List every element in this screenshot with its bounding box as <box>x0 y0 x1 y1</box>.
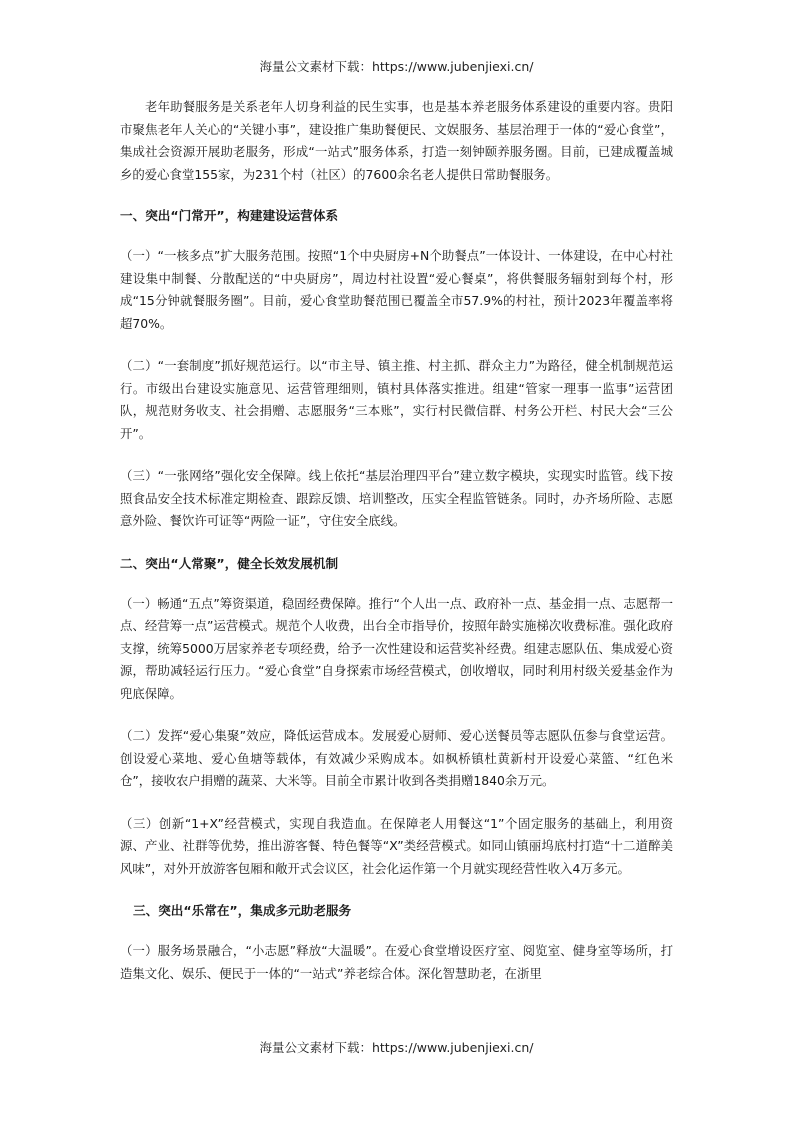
section-3-heading: 三、突出“乐常在”，集成多元助老服务 <box>133 903 352 918</box>
section-1-paragraph-3: （三）“一张网络”强化安全保障。线上依托“基层治理四平台”建立数字模块，实现实时监管。线下按照食品安全技术标准定期检查、跟踪反馈、培训整改，压实全程监管链条。同时，办齐场所险、志愿意外险、餐饮许可证等“两险一证”，守住安全底线。 <box>120 468 673 528</box>
intro-paragraph: 老年助餐服务是关系老年人切身利益的民生实事，也是基本养老服务体系建设的重要内容。贵阳市聚焦老年人关心的“关键小事”，建设推广集助餐便民、文娱服务、基层治理于一体的“爱心食堂”，集成社会资源开展助老服务，形成“一站式”服务体系，打造一刻钟颐养服务圈。目前，已建成覆盖城乡的爱心食堂155家，为231个村（社区）的7600余名老人提供日常助餐服务。 <box>120 99 673 182</box>
section-2-paragraph-1: （一）畅通“五点”筹资渠道，稳固经费保障。推行“个人出一点、政府补一点、基金捐一点、志愿帮一点、经营筹一点”运营模式。规范个人收费，出台全市指导价，按照年龄实施梯次收费标准。强化政府支撑，统筹5000万居家养老专项经费，给予一次性建设和运营奖补经费。组建志愿队伍、集成爱心资源，帮助减轻运行压力。“爱心食堂”自身探索市场经营模式，创收增収，同时利用村级关爱基金作为兜底保障。 <box>120 595 673 701</box>
section-1-heading: 一、突出“门常开”，构建建设运营体系 <box>120 208 339 223</box>
section-1-paragraph-1: （一）“一核多点”扩大服务范围。按照“1个中央厨房+N个助餐点”一体设计、一体建设，在中心村社建设集中制餐、分散配送的“中央厨房”，周边村社设置“爱心餐桌”，将供餐服务辐射到每个村，形成“15分钟就餐服务圈”。目前，爱心食堂助餐范围已覆盖全市57.9%的村社，预计2023年覆盖率将超70%。 <box>120 248 673 331</box>
document-body <box>120 96 673 1005</box>
page-header: 海量公文素材下载：https://www.jubenjiexi.cn/ <box>259 59 534 74</box>
section-2-paragraph-2: （二）发挥“爱心集聚”效应，降低运营成本。发展爱心厨师、爱心送餐员等志愿队伍参与食堂运营。创设爱心菜地、爱心鱼塘等载体，有效减少采购成本。如枫桥镇杜黄新村开设爱心菜篮、“红色米仓”，接收农户捐赠的蔬菜、大米等。目前全市累计收到各类捐赠1840余万元。 <box>120 728 673 788</box>
section-2-heading: 二、突出“人常聚”，健全长效发展机制 <box>120 555 339 571</box>
section-2-paragraph-3: （三）创新“1+X”经营模式，实现自我造血。在保障老人用餐这“1”个固定服务的基础上，利用资源、产业、社群等优势，推出游客餐、特色餐等“X”类经营模式。如同山镇丽坞底村打造“十二道醉美风味”，对外开放游客包厢和敞开式会议区，社会化运作第一个月就实现经营性收入4万多元。 <box>120 815 673 876</box>
page-footer: 海量公文素材下载：https://www.jubenjiexi.cn/ <box>259 1040 534 1055</box>
section-3-paragraph-1: （一）服务场景融合，“小志愿”释放“大温暖”。在爱心食堂增设医疗室、阅览室、健身室等场所，打造集文化、娱乐、便民于一体的“一站式”养老综合体。深化智慧助老，在浙里 <box>120 943 673 981</box>
section-1-paragraph-2: （二）“一套制度”抓好规范运行。以“市主导、镇主推、村主抓、群众主力”为路径，健全机制规范运行。市级出台建设实施意见、运营管理细则，镇村具体落实推进。组建“管家一理事一监事”运营团队，规范财务收支、社会捐赠、志愿服务“三本账”，实行村民微信群、村务公开栏、村民大会“三公开”。 <box>120 358 673 441</box>
